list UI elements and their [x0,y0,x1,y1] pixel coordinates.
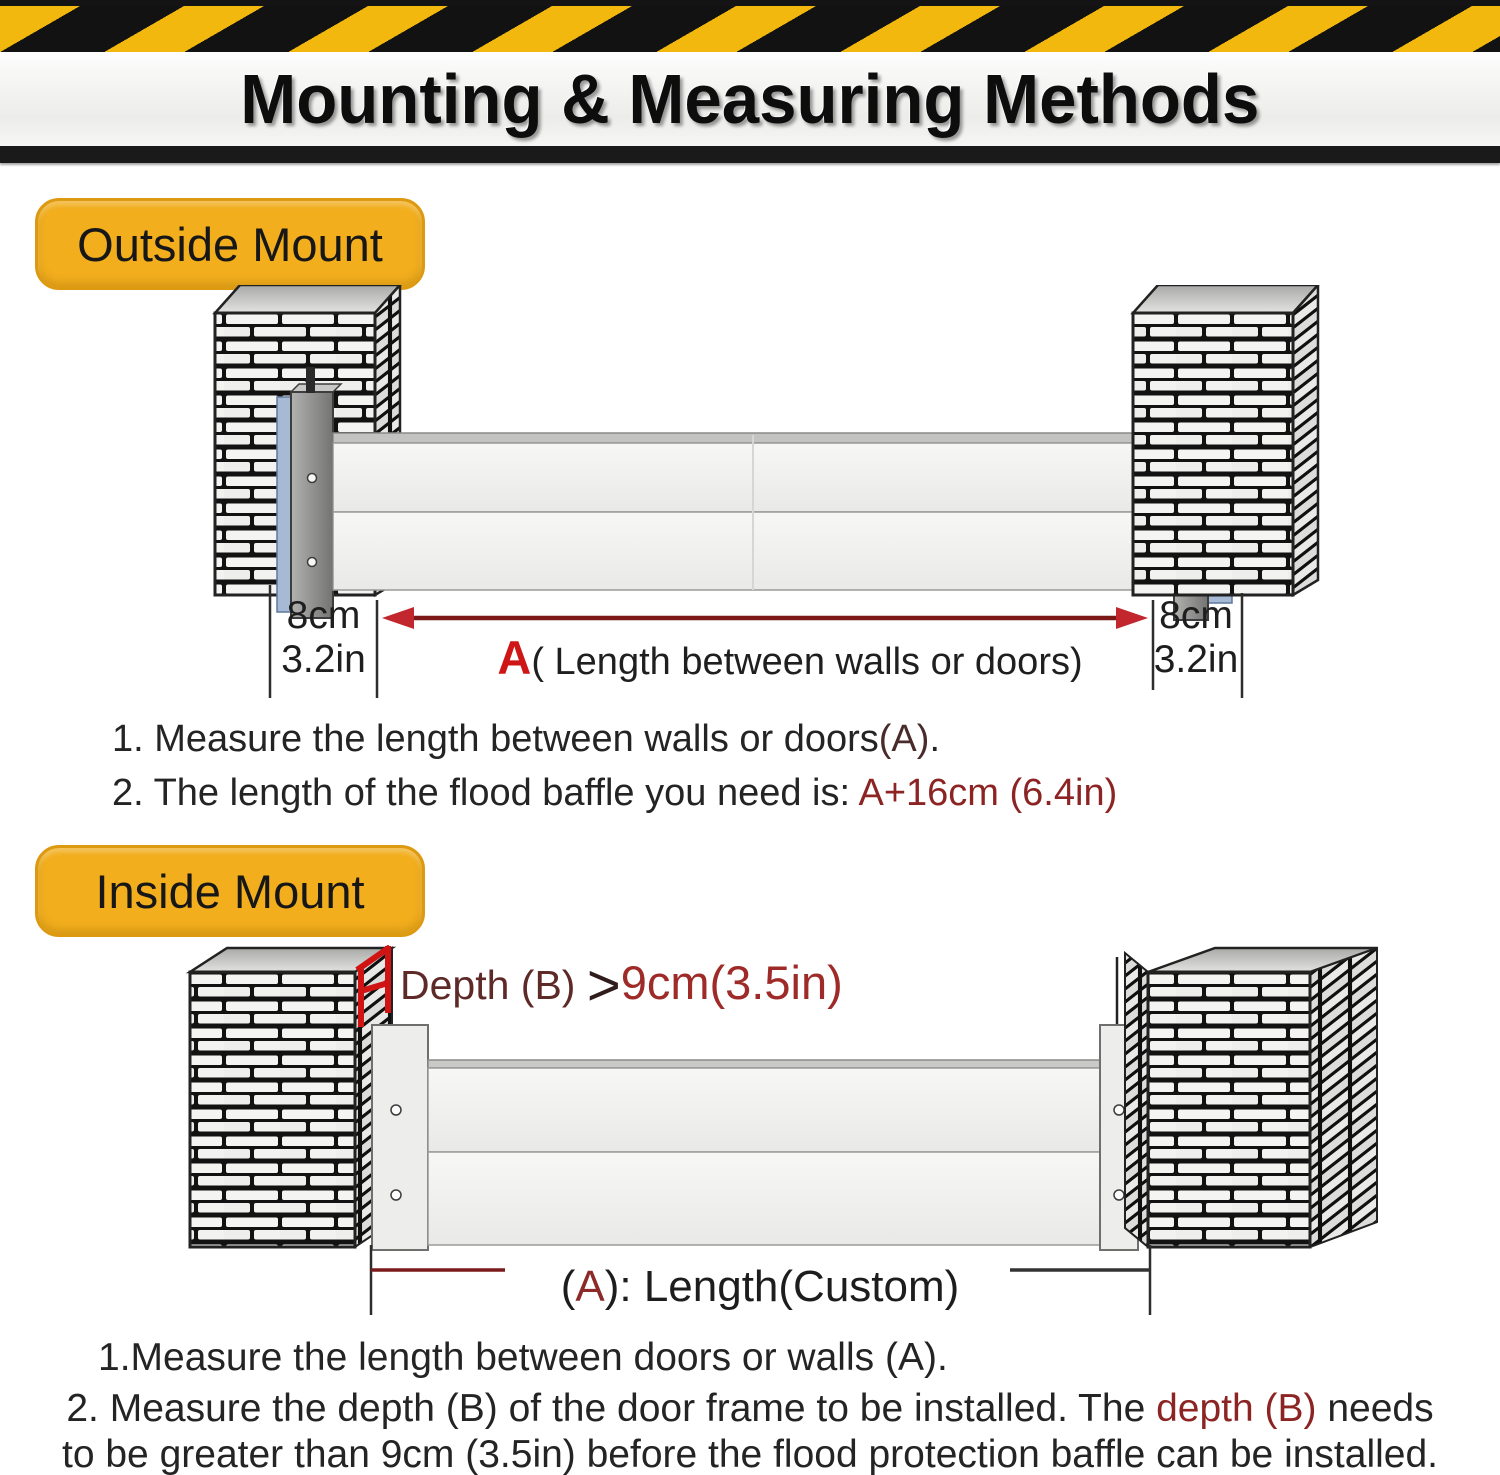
pillar-top-face [1133,285,1318,313]
screw-hole [391,1105,401,1115]
bracket-channel [291,392,333,618]
pillar-inner-face [1125,953,1148,1247]
outside-mount-label-text: Outside Mount [77,217,383,271]
screw-hole [1114,1190,1124,1200]
header-divider [0,146,1500,163]
bracket-tab [306,367,315,393]
outside-step-1: 1. Measure the length between walls or doors(A). [112,718,940,760]
pillar-front-face [190,972,355,1247]
inside-mount-label [35,845,425,937]
length-custom-label: (A): Length(Custom) [560,1262,960,1311]
inside-step-1: 1.Measure the length between doors or walls (A). [98,1336,948,1379]
inside-step-2: 2. Measure the depth (B) of the door frame to be installed. The depth (B) needs to be greater than 9cm (3.5in) before the flood protection baffle can be installed. [62,1387,1438,1475]
title-band [0,52,1500,146]
barrier-top-edge [428,1060,1100,1068]
right-offset-in: 3.2in [1153,638,1239,681]
pillar-front-face [1133,313,1293,595]
left-offset-in: 3.2in [281,638,366,681]
outside-mount-label [35,198,425,290]
span-a-var: A [497,631,532,684]
span-dimension-arrow [382,607,1148,629]
inside-right-pillar [1125,948,1377,1247]
outside-step-2: 2. The length of the flood baffle you need is: A+16cm (6.4in) [112,772,1118,814]
inside-mount-label-text: Inside Mount [95,864,365,918]
left-offset-cm: 8cm [286,594,361,637]
inside-flood-barrier [428,1060,1100,1245]
right-offset-cm: 8cm [1159,594,1233,637]
screw-hole [1114,1105,1124,1115]
pillar-top-face [215,285,400,313]
hazard-stripe-banner [0,0,1500,52]
span-a-text: ( Length between walls or doors) [531,641,1083,683]
inside-left-channel [372,1025,428,1250]
screw-hole [391,1190,401,1200]
flood-barrier [333,433,1174,590]
page-title: Mounting & Measuring Methods [240,60,1260,138]
screw-hole [308,474,317,483]
pillar-front-face [1148,972,1310,1247]
pillar-side-face [1293,285,1318,595]
bracket-top [291,384,341,392]
outside-left-bracket [277,367,341,618]
channel-bar [372,1025,428,1250]
span-a-label [440,630,1140,685]
seal-strip [277,397,291,612]
barrier-panel-bottom [428,1152,1100,1245]
screw-hole [308,558,317,567]
pillar-side-face [1310,948,1377,1247]
depth-b-label: Depth (B) >9cm(3.5in) [400,953,843,1018]
outside-right-pillar [1133,285,1318,595]
barrier-panel-top [428,1068,1100,1152]
